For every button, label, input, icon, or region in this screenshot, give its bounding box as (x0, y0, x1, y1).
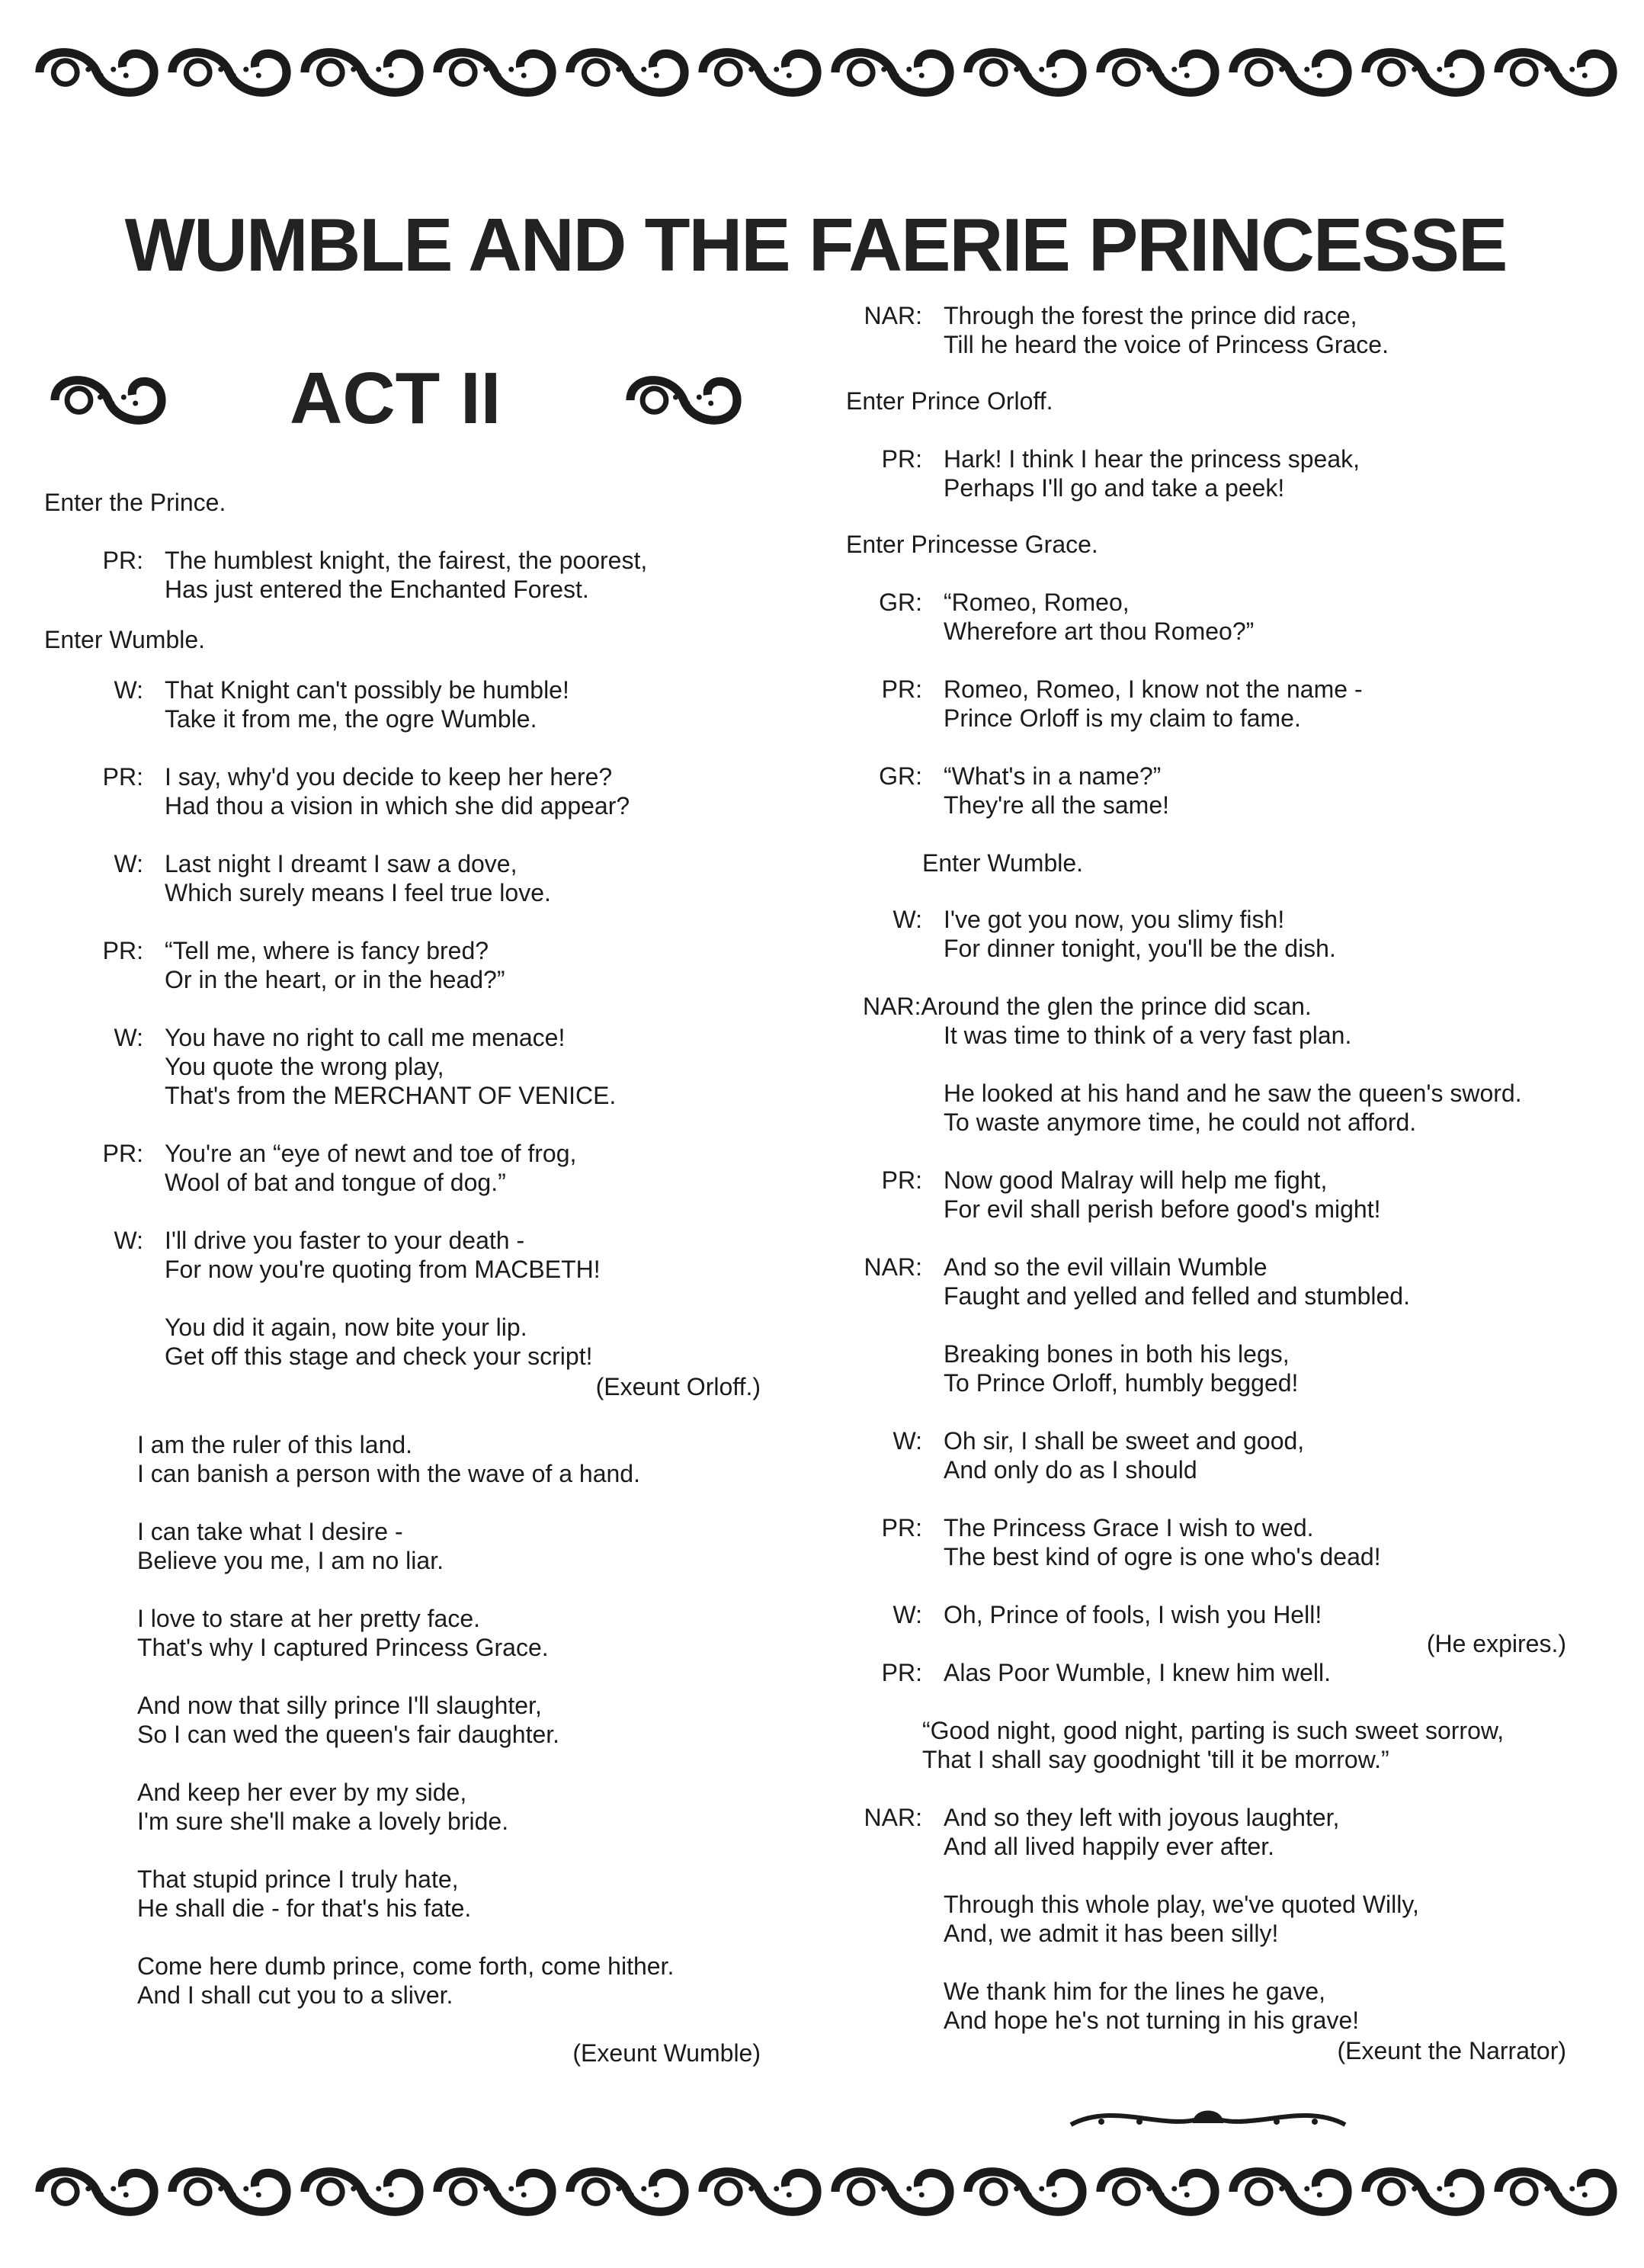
dialogue-text: “What's in a name?” They're all the same! (944, 762, 1170, 819)
scroll-vine-icon (172, 2172, 287, 2212)
exit-direction: (Exeunt the Narrator) (1337, 2037, 1566, 2064)
speaker-label: W: (114, 676, 143, 704)
dialogue-line (846, 905, 1582, 963)
script-column-right (846, 301, 1582, 2065)
speaker-label: W: (114, 1024, 143, 1051)
dialogue-line (44, 675, 776, 733)
speaker-label: GR: (879, 589, 922, 616)
speaker-label: W: (893, 1427, 922, 1455)
dialogue-line (44, 1226, 776, 1284)
dialogue-text: You have no right to call me menace! You quote the wrong play, That's from the MERCHANT OF VENICE. (165, 1024, 617, 1109)
dialogue-line (846, 1426, 1582, 1484)
dialogue-text: Last night I dreamt I saw a dove, Which surely means I feel true love. (165, 850, 551, 906)
dialogue-text: I've got you now, you slimy fish! For dinner tonight, you'll be the dish. (944, 906, 1336, 962)
speaker-label: GR: (879, 762, 922, 790)
scroll-vine-icon (1498, 53, 1613, 93)
scroll-vine-icon (835, 53, 950, 93)
quoted-verse: “Good night, good night, parting is such sweet sorrow, That I shall say goodnight 'till it be morrow.” (922, 1717, 1505, 1773)
dialogue-first-line (863, 992, 1582, 1021)
scroll-vine-icon (835, 2172, 950, 2212)
speaker-label: PR: (881, 675, 922, 703)
scroll-vine-icon (570, 2172, 684, 2212)
dialogue-text: That Knight can't possibly be humble! Take it from me, the ogre Wumble. (165, 676, 569, 733)
dialogue-line (44, 546, 776, 604)
dialogue-text: Hark! I think I hear the princess speak, Perhaps I'll go and take a peek! (944, 445, 1360, 502)
stage-direction: Enter Wumble. (44, 626, 206, 653)
dialogue-line (846, 992, 1582, 1050)
dialogue-line (846, 1600, 1582, 1629)
dialogue-continuation: And keep her ever by my side, I'm sure she'll make a lovely bride. (137, 1779, 509, 1835)
speaker-label: PR: (881, 1659, 922, 1686)
dialogue-continuation: Through this whole play, we've quoted Willy, And, we admit it has been silly! (944, 1891, 1419, 1947)
dialogue-line (846, 301, 1582, 359)
speaker-label: PR: (102, 1140, 143, 1167)
dialogue-line (846, 1253, 1582, 1310)
scroll-vine-icon (1101, 53, 1215, 93)
decorative-scroll-border-top (30, 30, 1623, 114)
dialogue-line (846, 444, 1582, 502)
speaker-label: PR: (102, 763, 143, 791)
exit-direction: (Exeunt Orloff.) (595, 1373, 761, 1400)
dialogue-text: Oh, Prince of fools, I wish you Hell! (944, 1601, 1322, 1628)
dialogue-continuation: He looked at his hand and he saw the queen's sword. To waste anymore time, he could not afford. (944, 1079, 1522, 1136)
dialogue-line (846, 1513, 1582, 1571)
speaker-label: W: (893, 906, 922, 933)
speaker-label: W: (114, 1227, 143, 1254)
play-title: WUMBLE AND THE FAERIE PRINCESSE (124, 203, 1507, 287)
speaker-label: NAR: (864, 1253, 922, 1281)
act-title: ACT II (290, 358, 502, 439)
stage-direction: Enter Princesse Grace. (846, 531, 1098, 558)
dialogue-continuation: Come here dumb prince, come forth, come hither. And I shall cut you to a sliver. (137, 1952, 675, 2009)
dialogue-continuation: I can take what I desire - Believe you me, I am no liar. (137, 1518, 444, 1574)
dialogue-line (44, 1023, 776, 1110)
speaker-label: PR: (102, 937, 143, 964)
dialogue-continuation: Breaking bones in both his legs, To Prince Orloff, humbly begged! (944, 1340, 1299, 1397)
scroll-vine-icon (1101, 2172, 1215, 2212)
stage-direction: Enter Wumble. (922, 849, 1084, 877)
scroll-vine-icon (570, 53, 684, 93)
scroll-vine-icon (437, 2172, 552, 2212)
scroll-flourish-icon (630, 380, 737, 421)
speaker-label: W: (893, 1601, 922, 1628)
dialogue-text: Oh sir, I shall be sweet and good, And only do as I should (944, 1427, 1305, 1484)
dialogue-line (846, 675, 1582, 733)
dialogue-line (846, 1166, 1582, 1224)
dialogue-line (846, 762, 1582, 820)
speaker-label: NAR: (864, 1804, 922, 1831)
scroll-flourish-icon (617, 358, 751, 442)
dialogue-continuation: That stupid prince I truly hate, He shall die - for that's his fate. (137, 1865, 472, 1922)
dialogue-line (44, 762, 776, 820)
dialogue-text: Alas Poor Wumble, I knew him well. (944, 1659, 1332, 1686)
scroll-vine-icon (40, 53, 154, 93)
dialogue-continuation: We thank him for the lines he gave, And hope he's not turning in his grave! (944, 1978, 1360, 2034)
dialogue-text: Now good Malray will help me fight, For evil shall perish before good's might! (944, 1166, 1381, 1223)
dialogue-line (846, 588, 1582, 646)
dialogue-text: It was time to think of a very fast plan. (944, 1022, 1352, 1049)
scroll-vine-icon (1233, 2172, 1348, 2212)
dialogue-text: The Princess Grace I wish to wed. The best kind of ogre is one who's dead! (944, 1514, 1381, 1570)
dialogue-line (44, 849, 776, 907)
scroll-vine-icon (703, 53, 817, 93)
scroll-vine-icon (1233, 53, 1348, 93)
scroll-vine-icon (305, 2172, 419, 2212)
decorative-scroll-border-bottom (30, 2150, 1623, 2234)
dialogue-text: I'll drive you faster to your death - For now you're quoting from MACBETH! (165, 1227, 601, 1283)
scroll-vine-icon (40, 2172, 154, 2212)
crest-flourish-icon (1056, 2093, 1360, 2138)
speaker-label: NAR: (863, 993, 921, 1020)
speaker-label: NAR: (864, 302, 922, 329)
dialogue-text: I say, why'd you decide to keep her here? Had thou a vision in which she did appear? (165, 763, 630, 820)
speaker-label: PR: (881, 445, 922, 473)
scroll-vine-icon (437, 53, 552, 93)
dialogue-text: You're an “eye of newt and toe of frog, Wool of bat and tongue of dog.” (165, 1140, 577, 1196)
speaker-label: PR: (881, 1514, 922, 1541)
dialogue-line (846, 1658, 1582, 1687)
dialogue-line (846, 1803, 1582, 1861)
dialogue-continuation: I love to stare at her pretty face. That's why I captured Princess Grace. (137, 1605, 549, 1661)
dialogue-text: Through the forest the prince did race, Till he heard the voice of Princess Grace. (944, 302, 1389, 358)
scroll-vine-icon (703, 2172, 817, 2212)
dialogue-text: The humblest knight, the fairest, the poorest, Has just entered the Enchanted Forest. (165, 547, 648, 603)
scroll-vine-icon (172, 53, 287, 93)
stage-direction: Enter Prince Orloff. (846, 387, 1053, 415)
dialogue-text: Around the glen the prince did scan. (921, 993, 1312, 1020)
speaker-label: W: (114, 850, 143, 877)
scroll-vine-icon (1366, 2172, 1480, 2212)
dialogue-text: And so the evil villain Wumble Faught and yelled and felled and stumbled. (944, 1253, 1410, 1310)
speaker-label: PR: (881, 1166, 922, 1194)
speaker-label: PR: (102, 547, 143, 574)
scroll-vine-icon (968, 53, 1082, 93)
dialogue-text: And so they left with joyous laughter, And all lived happily ever after. (944, 1804, 1340, 1860)
stage-direction: Enter the Prince. (44, 489, 226, 516)
dialogue-text: “Tell me, where is fancy bred? Or in the heart, or in the head?” (165, 937, 505, 993)
scroll-vine-icon (1498, 2172, 1613, 2212)
scroll-vine-icon (1366, 53, 1480, 93)
dialogue-text: “Romeo, Romeo, Wherefore art thou Romeo?” (944, 589, 1255, 645)
dialogue-continuation: You did it again, now bite your lip. Get off this stage and check your script! (165, 1314, 593, 1370)
scroll-flourish-icon (42, 358, 175, 442)
scroll-vine-icon (968, 2172, 1082, 2212)
dialogue-line (44, 936, 776, 994)
dialogue-line (44, 1139, 776, 1197)
dialogue-text: Romeo, Romeo, I know not the name - Prince Orloff is my claim to fame. (944, 675, 1363, 732)
script-column-left (44, 488, 776, 2068)
scroll-flourish-icon (55, 380, 162, 421)
dialogue-continuation: And now that silly prince I'll slaughter, So I can wed the queen's fair daughter. (137, 1692, 560, 1748)
exit-direction: (He expires.) (1426, 1630, 1566, 1657)
exit-direction: (Exeunt Wumble) (572, 2039, 761, 2067)
dialogue-continuation: I am the ruler of this land. I can banish a person with the wave of a hand. (137, 1431, 640, 1487)
act-header (38, 351, 770, 450)
scroll-vine-icon (305, 53, 419, 93)
